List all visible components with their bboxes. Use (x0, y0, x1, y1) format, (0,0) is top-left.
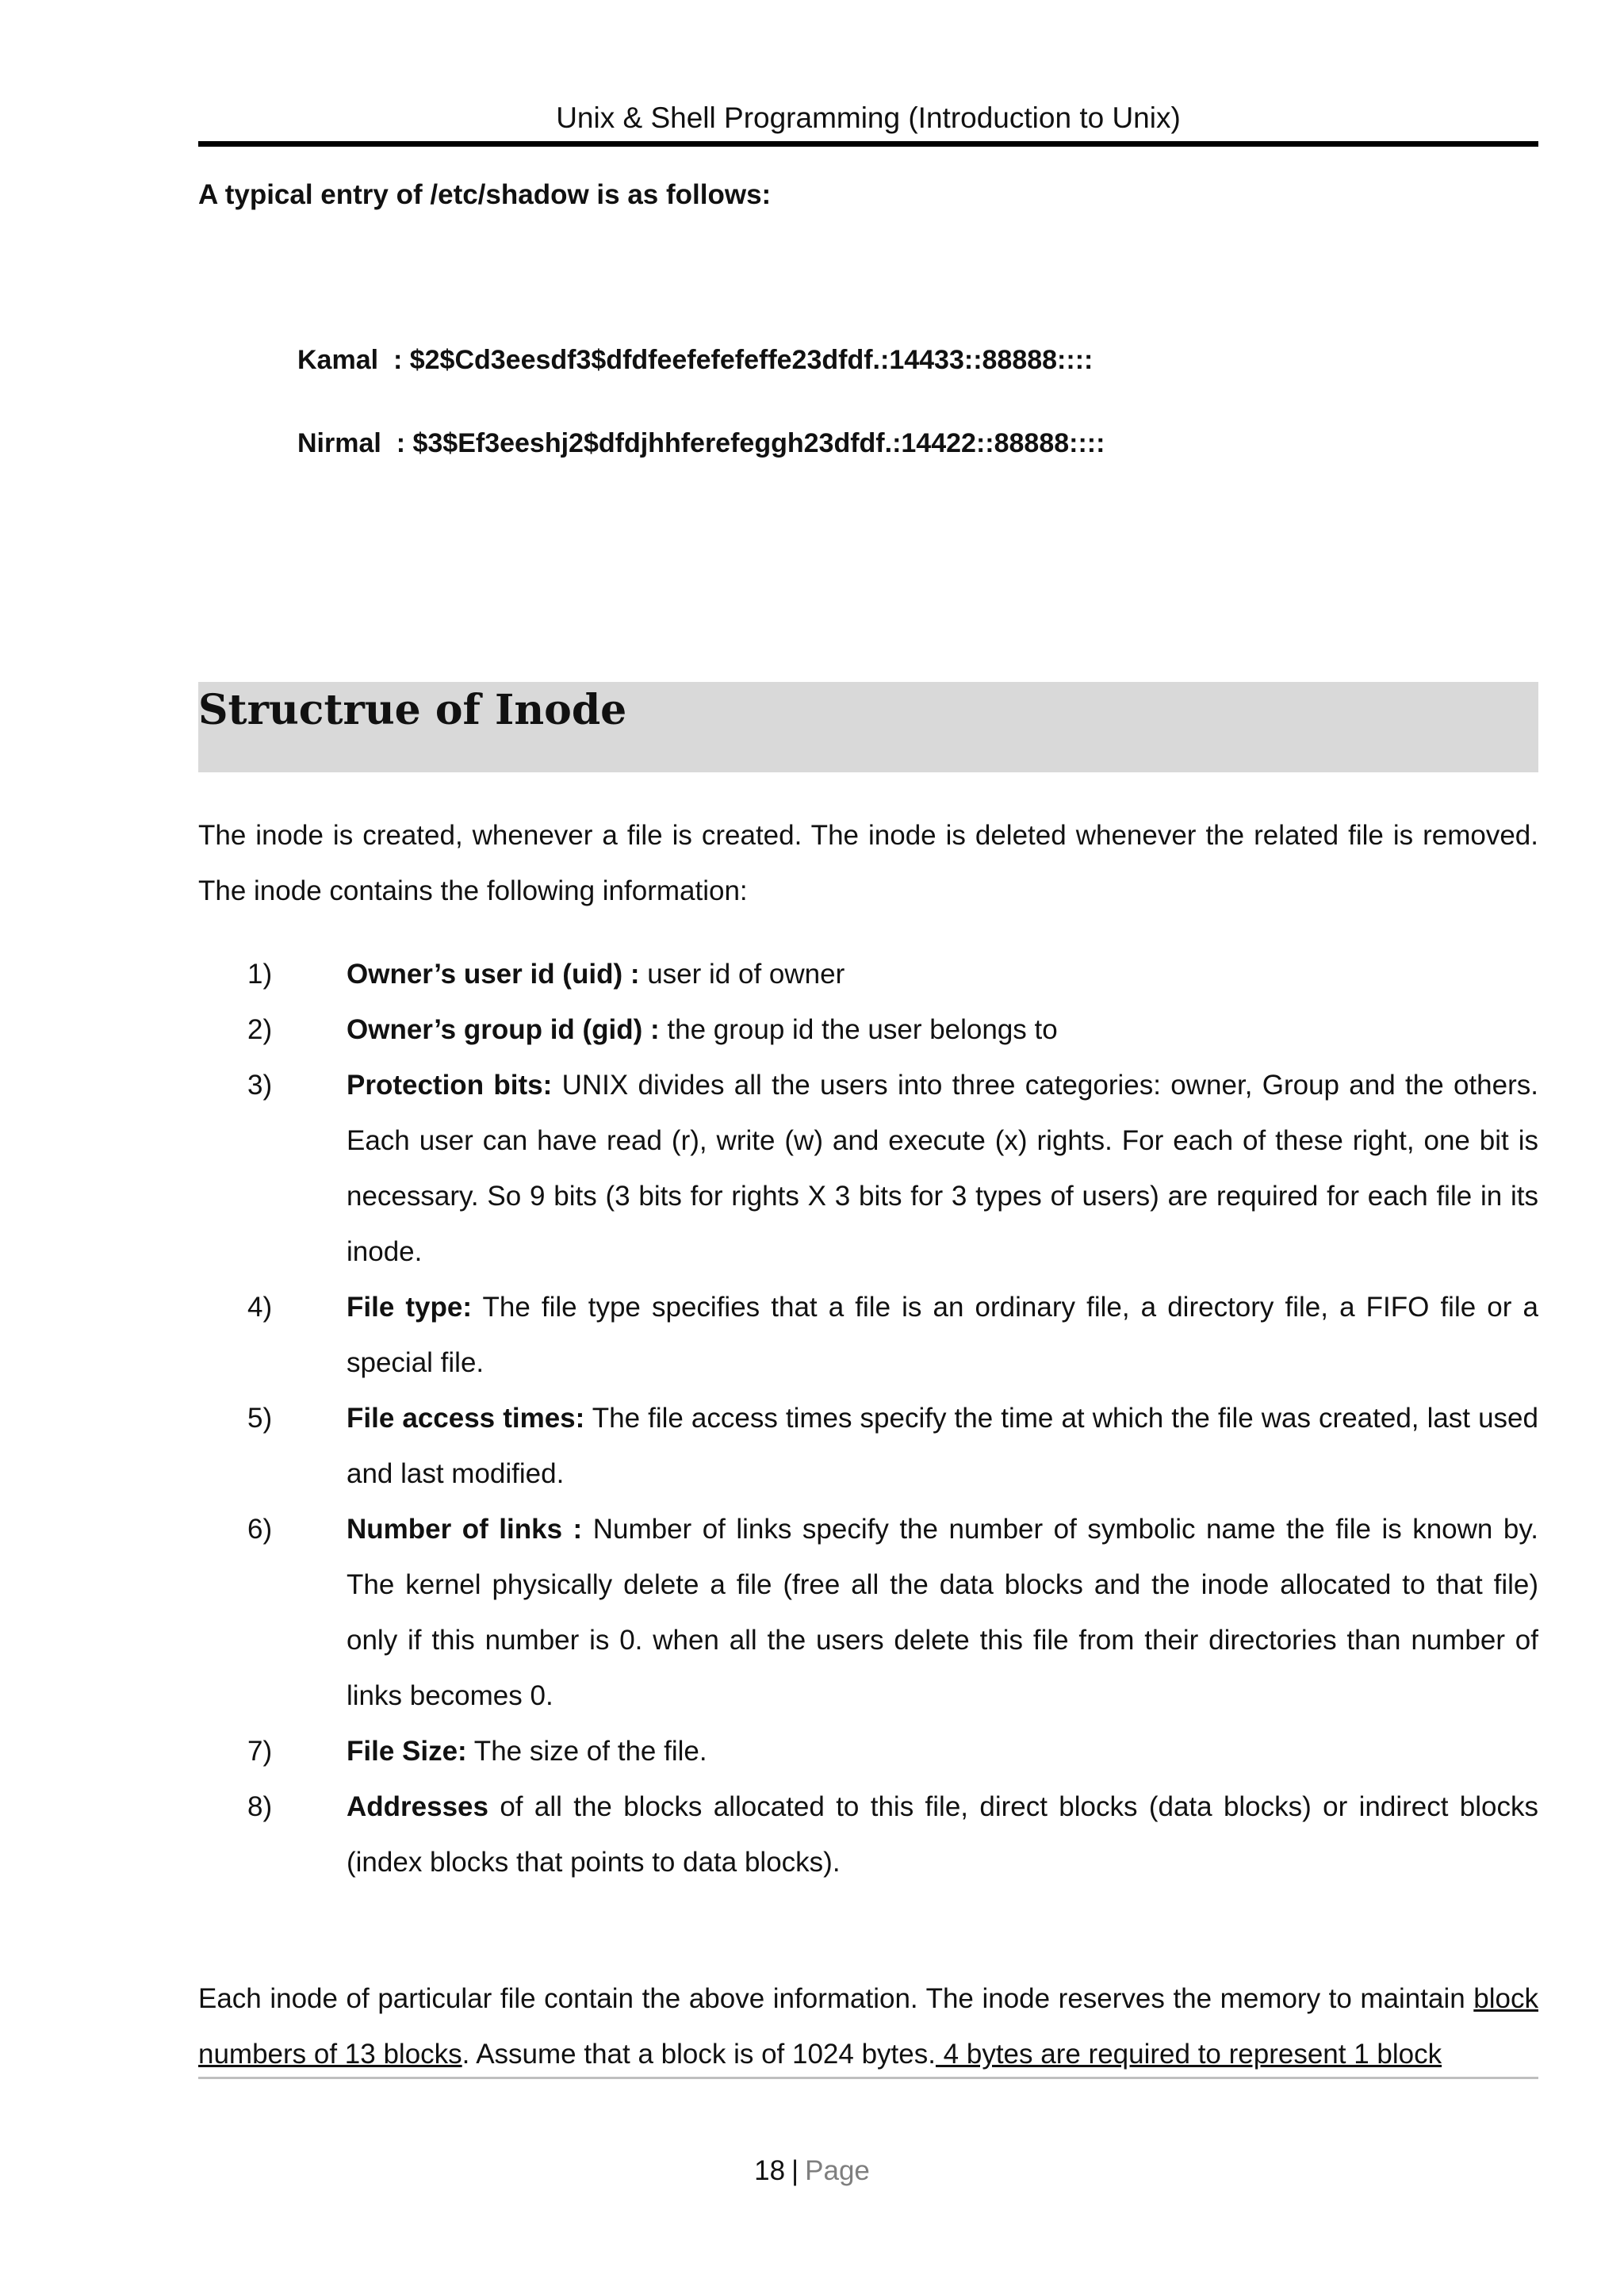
paragraph-text: . Assume that a block is of 1024 bytes. (462, 2039, 936, 2070)
list-item (198, 1280, 1538, 1391)
list-item-term: Number of links : (347, 1514, 583, 1545)
list-item-term: Addresses (347, 1791, 488, 1822)
list-item-text: user id of owner (639, 959, 845, 990)
list-item-text: the group id the user belongs to (659, 1014, 1058, 1045)
header-rule (198, 141, 1538, 147)
shadow-entry-kamal: Kamal : $2$Cd3eesdf3$dfdfeefefefeffe23dfdf.:14433::88888:::: (297, 345, 1094, 375)
paragraph-memory (198, 1971, 1538, 2082)
list-item (198, 947, 1538, 1002)
underlined-text: block numbers of 13 blocks (198, 1983, 1538, 2070)
underlined-text: 4 bytes are required to represent 1 block (935, 2039, 1442, 2070)
list-item-text: The file access times specify the time at which the file was created, last used and last modified. (347, 1403, 1538, 1489)
paragraph-intro: The inode is created, whenever a file is created. The inode is deleted whenever the related file is removed. The inode contains the following information: (198, 820, 1538, 906)
list-item (198, 1391, 1538, 1502)
list-item-number: 7) (247, 1736, 273, 1767)
list-item (198, 1779, 1538, 1890)
bottom-rule (198, 2077, 1538, 2079)
list-item-term: Protection bits: (347, 1070, 553, 1101)
list-item-term: File Size: (347, 1736, 467, 1767)
paragraph-text: Each inode of particular file contain the above information. The inode reserves the memory to maintain (198, 1983, 1474, 2014)
page-footer (0, 2151, 1624, 2191)
list-item-term: Owner’s group id (gid) : (347, 1014, 660, 1045)
page-number: 18 (754, 2155, 786, 2186)
footer-separator: | (791, 2155, 799, 2186)
list-item-text: UNIX divides all the users into three categories: owner, Group and the others. Each user can have read (r), write (w) and execute (x) rights. For each of these right, one bit is necessary. So 9 bits (3 bits for rights X 3 bits for 3 types of users) are required for each file in its inode. (347, 1070, 1538, 1267)
section-title: Structrue of Inode (198, 686, 627, 734)
list-item (198, 1058, 1538, 1280)
shadow-entry-nirmal: Nirmal : $3$Ef3eeshj2$dfdjhhferefeggh23dfdf.:14422::88888:::: (297, 428, 1105, 458)
page-header: Unix & Shell Programming (Introduction to Unix) (556, 101, 1181, 134)
list-item-number: 4) (247, 1292, 273, 1323)
list-item-term: File type: (347, 1292, 473, 1323)
list-item (198, 1724, 1538, 1779)
list-item-text: Number of links specify the number of symbolic name the file is known by. The kernel physically delete a file (free all the data blocks and the inode allocated to that file) only if this number is 0. when all the users delete this file from their directories than number of links becomes 0. (347, 1514, 1538, 1711)
page-label: Page (805, 2155, 870, 2186)
list-item-term: Owner’s user id (uid) : (347, 959, 640, 990)
list-item-number: 6) (247, 1514, 273, 1545)
list-item-number: 2) (247, 1014, 273, 1045)
inode-info-list (198, 947, 1538, 1890)
list-item-number: 5) (247, 1403, 273, 1434)
list-item-text: The file type specifies that a file is an ordinary file, a directory file, a FIFO file or a special file. (347, 1292, 1538, 1378)
list-item-number: 3) (247, 1070, 273, 1101)
list-item-term: File access times: (347, 1403, 585, 1434)
list-item (198, 1502, 1538, 1724)
list-item-number: 1) (247, 959, 273, 990)
list-item-text: of all the blocks allocated to this file, direct blocks (data blocks) or indirect blocks (index blocks that points to data blocks). (347, 1791, 1538, 1878)
list-item (198, 1002, 1538, 1058)
intro-line: A typical entry of /etc/shadow is as follows: (198, 179, 772, 210)
list-item-number: 8) (247, 1791, 273, 1822)
list-item-text: The size of the file. (466, 1736, 707, 1767)
